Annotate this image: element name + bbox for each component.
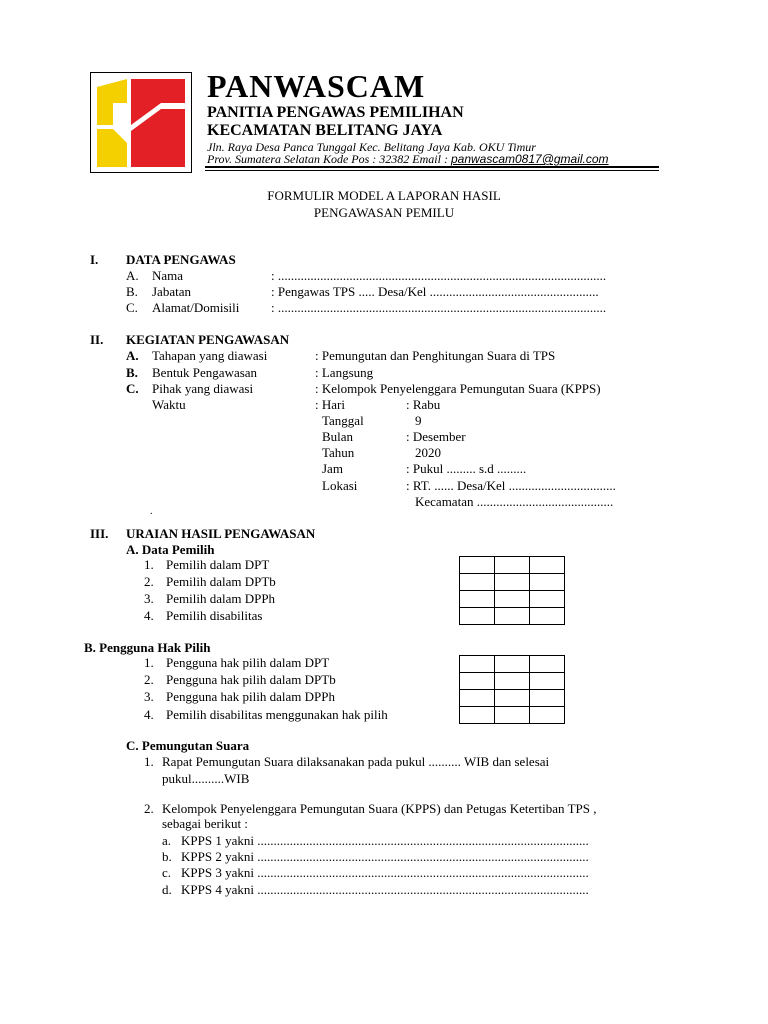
grid-cell[interactable] (495, 574, 530, 591)
a-item-1-num: 1. (144, 557, 154, 572)
s1-row-c-value: : ..................................................................................................... (271, 300, 607, 315)
s1-row-a-label: Nama (152, 268, 184, 283)
a-item-3-num: 3. (144, 591, 154, 606)
kpps-3-letter: c. (162, 865, 172, 880)
kecamatan-field: Kecamatan .......................................... (415, 494, 614, 509)
grid-cell[interactable] (530, 690, 565, 707)
kpps-1-letter: a. (162, 833, 172, 848)
b-item-3-text: Pengguna hak pilih dalam DPPh (166, 689, 335, 704)
s2-row-a-label: Tahapan yang diawasi (152, 348, 268, 363)
time-lokasi-value: : RT. ...... Desa/Kel ................................. (406, 478, 616, 493)
a-item-4-text: Pemilih disabilitas (166, 608, 263, 623)
time-bulan-value: : Desember (406, 429, 466, 444)
panwas-logo-icon (91, 73, 191, 172)
c2-line1: Kelompok Penyelenggara Pemungutan Suara (KPPS) dan Petugas Ketertiban TPS , (162, 801, 597, 816)
table-row (460, 707, 565, 724)
grid-cell[interactable] (530, 591, 565, 608)
header-rule-thin (205, 170, 659, 171)
time-tahun-label: Tahun (322, 445, 355, 460)
s1-row-b-letter: B. (126, 284, 138, 299)
org-name: PANWASCAM (207, 68, 426, 104)
data-pemilih-grid[interactable] (459, 556, 565, 625)
b-item-2-text: Pengguna hak pilih dalam DPTb (166, 672, 336, 687)
grid-cell[interactable] (460, 707, 495, 724)
kpps-1-text: KPPS 1 yakni ...................................................................................................... (181, 833, 589, 848)
section1-title: DATA PENGAWAS (126, 252, 236, 267)
s2-row-c-value: : Kelompok Penyelenggara Pemungutan Suara (KPPS) (315, 381, 601, 396)
time-hari-value: : Rabu (406, 397, 441, 412)
grid-cell[interactable] (530, 656, 565, 673)
grid-cell[interactable] (530, 574, 565, 591)
header-rule-thick (205, 166, 659, 168)
b-item-4-num: 4. (144, 707, 154, 722)
s1-row-a-value: : ..................................................................................................... (271, 268, 607, 283)
c1-line1: Rapat Pemungutan Suara dilaksanakan pada pukul .......... WIB dan selesai (162, 754, 550, 769)
c2-line2: sebagai berikut : (162, 816, 248, 831)
grid-cell[interactable] (460, 673, 495, 690)
s1-row-c-letter: C. (126, 300, 138, 315)
table-row (460, 690, 565, 707)
time-jam-label: Jam (322, 461, 343, 476)
org-line1: PANITIA PENGAWAS PEMILIHAN (207, 104, 464, 121)
a-item-2-num: 2. (144, 574, 154, 589)
grid-cell[interactable] (495, 707, 530, 724)
grid-cell[interactable] (495, 591, 530, 608)
grid-cell[interactable] (495, 557, 530, 574)
section3-a-title: A. Data Pemilih (126, 542, 215, 557)
c1-line2: pukul..........WIB (162, 771, 250, 786)
grid-cell[interactable] (460, 574, 495, 591)
waktu-label: Waktu (152, 397, 186, 412)
kpps-2-letter: b. (162, 849, 172, 864)
a-item-1-text: Pemilih dalam DPT (166, 557, 270, 572)
time-jam-value: : Pukul ......... s.d ......... (406, 461, 527, 476)
grid-cell[interactable] (460, 591, 495, 608)
s1-row-a-letter: A. (126, 268, 139, 283)
address-line2-text: Prov. Sumatera Selatan Kode Pos : 32382 Email : (207, 152, 451, 166)
s2-row-a-letter: A. (126, 348, 139, 363)
table-row (460, 656, 565, 673)
table-row (460, 608, 565, 625)
time-hari-label: : Hari (315, 397, 345, 412)
section3-b-title: B. Pengguna Hak Pilih (84, 640, 211, 655)
grid-cell[interactable] (495, 608, 530, 625)
section3-num: III. (90, 526, 109, 541)
a-item-2-text: Pemilih dalam DPTb (166, 574, 276, 589)
grid-cell[interactable] (460, 656, 495, 673)
stray-mark: . (150, 506, 153, 517)
time-tahun-value: 2020 (415, 445, 441, 460)
c2-num: 2. (144, 801, 154, 816)
time-tanggal-value: 9 (415, 413, 422, 428)
b-item-1-num: 1. (144, 655, 154, 670)
section1-num: I. (90, 252, 99, 267)
b-item-2-num: 2. (144, 672, 154, 687)
grid-cell[interactable] (530, 673, 565, 690)
s1-row-b-value: : Pengawas TPS ..... Desa/Kel .................................................... (271, 284, 599, 299)
table-row (460, 591, 565, 608)
section3-c-title: C. Pemungutan Suara (126, 738, 250, 753)
s2-row-c-letter: C. (126, 381, 139, 396)
grid-cell[interactable] (530, 608, 565, 625)
grid-cell[interactable] (495, 690, 530, 707)
s2-row-b-value: : Langsung (315, 365, 374, 380)
org-line2: KECAMATAN BELITANG JAYA (207, 122, 443, 139)
section2-title: KEGIATAN PENGAWASAN (126, 332, 290, 347)
s2-row-a-value: : Pemungutan dan Penghitungan Suara di TPS (315, 348, 556, 363)
logo-frame (90, 72, 192, 173)
s2-row-b-letter: B. (126, 365, 138, 380)
grid-cell[interactable] (460, 690, 495, 707)
s2-row-b-label: Bentuk Pengawasan (152, 365, 258, 380)
kpps-4-text: KPPS 4 yakni ...................................................................................................... (181, 882, 589, 897)
time-bulan-label: Bulan (322, 429, 354, 444)
email-link[interactable]: panwascam0817@gmail.com (450, 152, 609, 166)
grid-cell[interactable] (530, 707, 565, 724)
b-item-1-text: Pengguna hak pilih dalam DPT (166, 655, 330, 670)
s1-row-c-label: Alamat/Domisili (152, 300, 240, 315)
form-title-line2: PENGAWASAN PEMILU (313, 205, 455, 220)
time-tanggal-label: Tanggal (322, 413, 364, 428)
b-item-3-num: 3. (144, 689, 154, 704)
kpps-3-text: KPPS 3 yakni ...................................................................................................... (181, 865, 589, 880)
a-item-4-num: 4. (144, 608, 154, 623)
section2-num: II. (90, 332, 104, 347)
b-item-4-text: Pemilih disabilitas menggunakan hak pilih (166, 707, 388, 722)
table-row (460, 557, 565, 574)
grid-cell[interactable] (460, 557, 495, 574)
s1-row-b-label: Jabatan (152, 284, 191, 299)
section3-title: URAIAN HASIL PENGAWASAN (126, 526, 316, 541)
grid-cell[interactable] (530, 557, 565, 574)
table-row (460, 673, 565, 690)
form-title-line1: FORMULIR MODEL A LAPORAN HASIL (267, 188, 501, 203)
s2-row-c-label: Pihak yang diawasi (152, 381, 254, 396)
grid-cell[interactable] (495, 656, 530, 673)
address-line2 (207, 152, 609, 167)
kpps-4-letter: d. (162, 882, 172, 897)
kpps-2-text: KPPS 2 yakni ...................................................................................................... (181, 849, 589, 864)
a-item-3-text: Pemilih dalam DPPh (166, 591, 276, 606)
c1-num: 1. (144, 754, 154, 769)
hak-pilih-grid[interactable] (459, 655, 565, 724)
address-line1: Jln. Raya Desa Panca Tunggal Kec. Belitang Jaya Kab. OKU Timur (207, 140, 536, 154)
time-lokasi-label: Lokasi (322, 478, 358, 493)
grid-cell[interactable] (460, 608, 495, 625)
table-row (460, 574, 565, 591)
grid-cell[interactable] (495, 673, 530, 690)
